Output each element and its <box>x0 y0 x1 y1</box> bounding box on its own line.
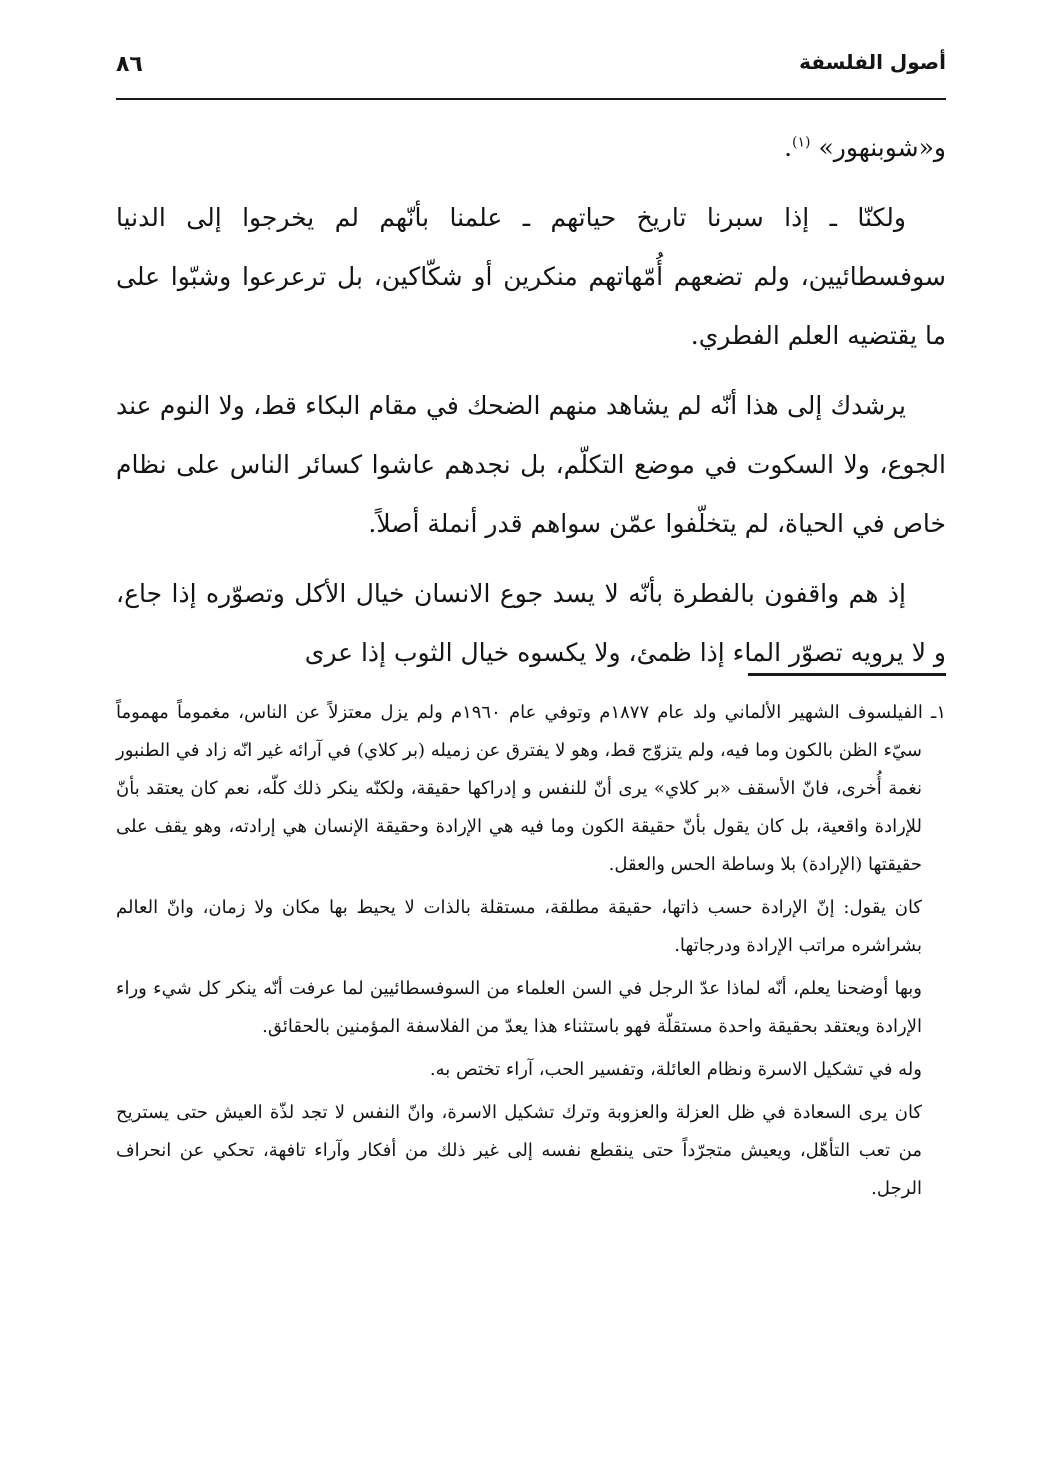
body-paragraph <box>116 118 946 177</box>
main-text <box>116 118 946 693</box>
footnote-divider <box>748 673 946 676</box>
running-header <box>116 44 946 84</box>
footnote-item: وله في تشكيل الاسرة ونظام العائلة، وتفسير الحب، آراء تختص به. <box>429 1059 922 1080</box>
footnote-reference: (١) <box>792 134 811 151</box>
paragraph-end: . <box>784 133 793 162</box>
footnotes <box>116 694 946 1213</box>
footnote-item: وبها أوضحنا يعلم، أنّه لماذا عدّ الرجل في السن العلماء من السوفسطائيين لما عرفت أنّه ينكر كل شيء وراء الإرادة ويعتقد بحقيقة واحدة مستقلّة فهو باستثناء هذا يعدّ من الفلاسفة المؤمنين بالحقائق. <box>116 978 922 1037</box>
footnote-item: ١ـ الفيلسوف الشهير الألماني ولد عام ١٨٧٧م وتوفي عام ١٩٦٠م ولم يزل معتزلاً عن الناس، مغموماً مهموماً سيّء الظن بالكون وما فيه، ولم يتزوّج قط، وهو لا يفترق عن زميله (بر كلاي) في آرائه غير انّه زاد في الطنبور نغمة أُخرى، فانّ الأسقف «بر كلاي» يرى أنّ للنفس و إدراكها حقيقة، ولكنّه ينكر ذلك كلّه، نعم كان يعتقد بأنّ للإرادة واقعية، بل كان يقول بأنّ حقيقة الكون وما فيه هي الإرادة وحقيقة الإنسان هي إرادته، وهو يقف على حقيقتها (الإرادة) بلا وساطة الحس والعقل. <box>116 702 946 875</box>
footnote-item: كان يرى السعادة في ظل العزلة والعزوبة وترك تشكيل الاسرة، وانّ النفس لا تجد لذّة العيش حتى يستريح من تعب التأهّل، ويعيش متجرّداً حتى ينقطع نفسه إلى غير ذلك من أفكار وآراء تافهة، تحكي عن انحراف الرجل. <box>116 1102 922 1199</box>
body-paragraph: يرشدك إلى هذا أنّه لم يشاهد منهم الضحك في مقام البكاء قط، ولا النوم عند الجوع، ولا السكوت في موضع التكلّم، بل نجدهم عاشوا كسائر الناس على نظام خاص في الحياة، لم يتخلّفوا عمّن سواهم قدر أنملة أصلاً. <box>116 391 946 538</box>
header-divider <box>116 98 946 100</box>
paragraph-text: و«شوبنهور» <box>818 133 946 162</box>
body-paragraph: ولكنّا ـ إذا سبرنا تاريخ حياتهم ـ علمنا بأنّهم لم يخرجوا إلى الدنيا سوفسطائيين، ولم تضعهم أُمّهاتهم منكرين أو شكّاكين، بل ترعرعوا وشبّوا على ما يقتضيه العلم الفطري. <box>116 203 946 350</box>
footnote-item: كان يقول: إنّ الإرادة حسب ذاتها، حقيقة مطلقة، مستقلة بالذات لا يحيط بها مكان ولا زمان، وانّ العالم بشراشره مراتب الإرادة ودرجاتها. <box>116 897 922 956</box>
book-title: أصول الفلسفة <box>799 50 946 74</box>
page-number: ٨٦ <box>116 52 143 77</box>
body-paragraph: إذ هم واقفون بالفطرة بأنّه لا يسد جوع الانسان خيال الأكل وتصوّره إذا جاع، و لا يرويه تصوّر الماء إذا ظمئ، ولا يكسوه خيال الثوب إذا عرى <box>116 579 946 667</box>
